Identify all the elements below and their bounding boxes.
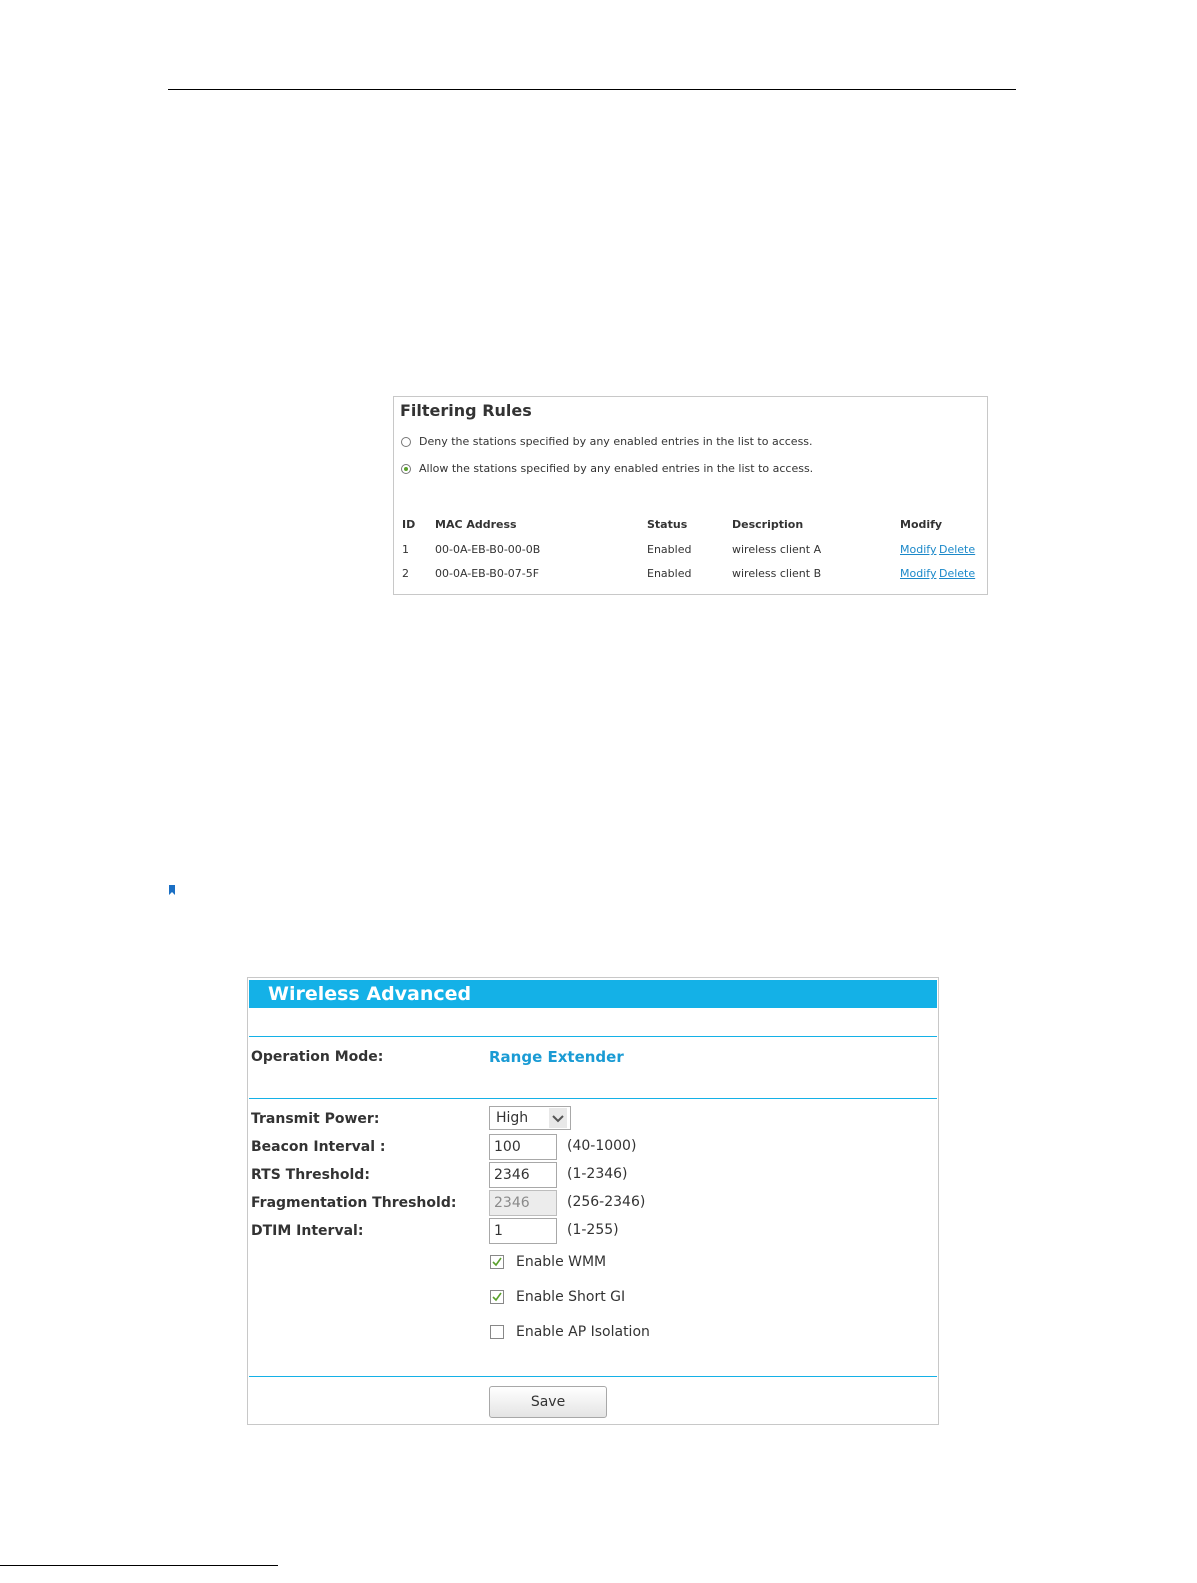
operation-mode-label: Operation Mode: (251, 1049, 384, 1065)
panel-header (249, 980, 937, 1008)
operation-mode-value: Range Extender (489, 1048, 624, 1066)
beacon-interval-input[interactable]: 100 (489, 1134, 557, 1160)
deny-option-label: Deny the stations specified by any enabled entries in the list to access. (419, 435, 813, 448)
save-button[interactable]: Save (489, 1386, 607, 1418)
enable-ap-isolation-option[interactable] (490, 1324, 650, 1340)
filtering-rules-title: Filtering Rules (400, 401, 532, 420)
delete-link[interactable]: Delete (939, 543, 976, 556)
col-description: Description (732, 518, 804, 531)
row-description: wireless client A (732, 543, 822, 556)
dtim-interval-label: DTIM Interval: (251, 1223, 364, 1239)
wireless-advanced-panel (247, 977, 939, 1425)
row-id: 1 (402, 543, 409, 556)
col-modify: Modify (900, 518, 943, 531)
delete-link[interactable]: Delete (939, 567, 976, 580)
row-status: Enabled (647, 543, 692, 556)
allow-option[interactable] (401, 462, 813, 475)
col-id: ID (402, 518, 416, 531)
row-mac: 00-0A-EB-B0-07-5F (435, 567, 540, 580)
filtering-rules-panel (393, 396, 988, 595)
deny-option[interactable] (401, 435, 813, 448)
rts-threshold-label: RTS Threshold: (251, 1167, 370, 1183)
enable-short-gi-checkbox[interactable] (490, 1290, 504, 1304)
rts-threshold-input[interactable]: 2346 (489, 1162, 557, 1188)
enable-wmm-label: Enable WMM (516, 1254, 607, 1270)
enable-wmm-option[interactable] (490, 1254, 606, 1270)
fragmentation-threshold-label: Fragmentation Threshold: (251, 1195, 457, 1211)
dtim-interval-range: (1-255) (567, 1222, 619, 1238)
enable-ap-isolation-label: Enable AP Isolation (516, 1324, 650, 1340)
enable-short-gi-label: Enable Short GI (516, 1289, 626, 1305)
bookmark-icon (169, 885, 175, 895)
enable-ap-isolation-checkbox[interactable] (490, 1325, 504, 1339)
divider (249, 1036, 937, 1037)
allow-option-label: Allow the stations specified by any enabled entries in the list to access. (419, 462, 814, 475)
modify-link[interactable]: Modify (900, 543, 937, 556)
fragmentation-threshold-input[interactable]: 2346 (489, 1190, 557, 1216)
dtim-interval-input[interactable]: 1 (489, 1218, 557, 1244)
row-mac: 00-0A-EB-B0-00-0B (435, 543, 541, 556)
allow-radio[interactable] (401, 464, 411, 474)
row-id: 2 (402, 567, 409, 580)
divider (249, 1098, 937, 1099)
enable-wmm-checkbox[interactable] (490, 1255, 504, 1269)
footnote-rule (0, 1565, 278, 1566)
deny-radio[interactable] (401, 437, 411, 447)
row-status: Enabled (647, 567, 692, 580)
transmit-power-select[interactable] (489, 1106, 571, 1130)
transmit-power-label: Transmit Power: (251, 1111, 380, 1127)
divider (249, 1376, 937, 1377)
transmit-power-value: High (496, 1110, 529, 1126)
fragmentation-threshold-range: (256-2346) (567, 1194, 646, 1210)
col-status: Status (647, 518, 688, 531)
modify-link[interactable]: Modify (900, 567, 937, 580)
col-mac: MAC Address (435, 518, 517, 531)
beacon-interval-range: (40-1000) (567, 1138, 637, 1154)
rts-threshold-range: (1-2346) (567, 1166, 628, 1182)
enable-short-gi-option[interactable] (490, 1289, 625, 1305)
chevron-down-icon[interactable] (549, 1108, 567, 1128)
row-description: wireless client B (732, 567, 822, 580)
beacon-interval-label: Beacon Interval : (251, 1139, 386, 1155)
page-header-rule (168, 89, 1016, 90)
wireless-advanced-title: Wireless Advanced (268, 983, 472, 1005)
